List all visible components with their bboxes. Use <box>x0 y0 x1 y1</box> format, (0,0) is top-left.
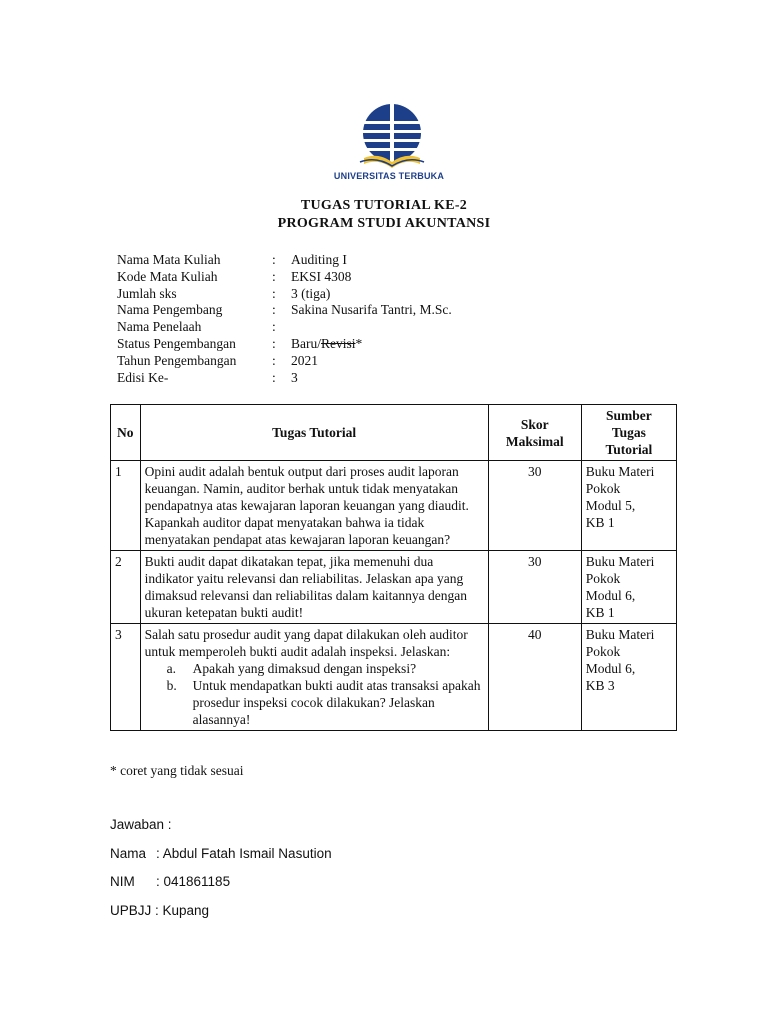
header-no: No <box>111 405 141 461</box>
row-score: 30 <box>488 551 581 624</box>
meta-row-year: Tahun Pengembangan : 2021 <box>117 352 318 368</box>
answer-upbjj: UPBJJ : Kupang <box>110 902 210 918</box>
meta-row-reviewer: Nama Penelaah : <box>117 319 276 335</box>
tutorial-task-table <box>110 404 677 731</box>
status-revisi-struck: Revisi <box>321 335 356 351</box>
row-task: Bukti audit dapat dikatakan tepat, jika memenuhi dua indikator yaitu relevansi dan reliabilitas. Jelaskan apa yang dimaksud relevansi dan reliabilitas dalam kaitannya dengan ukuran ketepatan bukti audit! <box>140 551 488 624</box>
row-score: 30 <box>488 461 581 551</box>
meta-row-credits: Jumlah sks : 3 (tiga) <box>117 285 331 301</box>
subitem-b: b. Untuk mendapatkan bukti audit atas transaksi apakah prosedur inspeksi cocok dilakukan? Jelaskan alasannya! <box>166 678 481 727</box>
header-score: Skor Maksimal <box>488 405 581 461</box>
row-source: Buku Materi Pokok Modul 5, KB 1 <box>581 461 676 551</box>
header-source: Sumber Tugas Tutorial <box>581 405 676 461</box>
answer-section <box>110 816 332 930</box>
meta-row-course-code: Kode Mata Kuliah : EKSI 4308 <box>117 268 352 284</box>
header-task: Tugas Tutorial <box>140 405 488 461</box>
footnote: * coret yang tidak sesuai <box>110 763 244 778</box>
answer-nim: NIM : 041861185 <box>110 874 231 889</box>
row-no: 3 <box>111 624 141 731</box>
row-source: Buku Materi Pokok Modul 6, KB 3 <box>581 624 676 731</box>
title-line-2: PROGRAM STUDI AKUNTANSI <box>277 216 491 231</box>
table-row <box>111 624 677 731</box>
answer-heading: Jawaban : <box>110 817 172 832</box>
title-line-1: TUGAS TUTORIAL KE-2 <box>300 198 468 213</box>
row-task: Salah satu prosedur audit yang dapat dilakukan oleh auditor untuk memperoleh bukti audit adalah inspeksi. Jelaskan: a. Apakah yang dimaksud dengan inspeksi? b. Untuk mendapatkan bukti audit atas transaksi apakah prosedur inspeksi cocok dilakukan? Jelaskan alasannya! <box>140 624 488 731</box>
meta-row-developer: Nama Pengembang : Sakina Nusarifa Tantri, M.Sc. <box>117 302 452 318</box>
subitem-a: a. Apakah yang dimaksud dengan inspeksi? <box>166 661 417 676</box>
row-no: 2 <box>111 551 141 624</box>
meta-row-status: Status Pengembangan : Baru/Revisi* <box>117 335 363 351</box>
row-task: Opini audit adalah bentuk output dari proses audit laporan keuangan. Namin, auditor berhak untuk tidak menyatakan pendapatnya atas kewajaran laporan keuangan yang diaudit. Kapankah auditor dapat menyatakan bahwa ia tidak menyatakan pendapat atas kewajaran laporan keuangan? <box>140 461 488 551</box>
table-header-row <box>111 405 677 461</box>
row-no: 1 <box>111 461 141 551</box>
status-value: Baru/Revisi* <box>291 335 363 351</box>
row-source: Buku Materi Pokok Modul 6, KB 1 <box>581 551 676 624</box>
table-row <box>111 551 677 624</box>
row-score: 40 <box>488 624 581 731</box>
course-metadata <box>117 252 452 386</box>
table-row <box>111 461 677 551</box>
logo-caption: UNIVERSITAS TERBUKA <box>333 171 445 181</box>
meta-row-edition: Edisi Ke- : 3 <box>117 369 298 385</box>
document-title <box>0 197 768 233</box>
meta-row-course-name: Nama Mata Kuliah : Auditing I <box>117 252 347 267</box>
answer-name: Nama : Abdul Fatah Ismail Nasution <box>110 845 332 861</box>
